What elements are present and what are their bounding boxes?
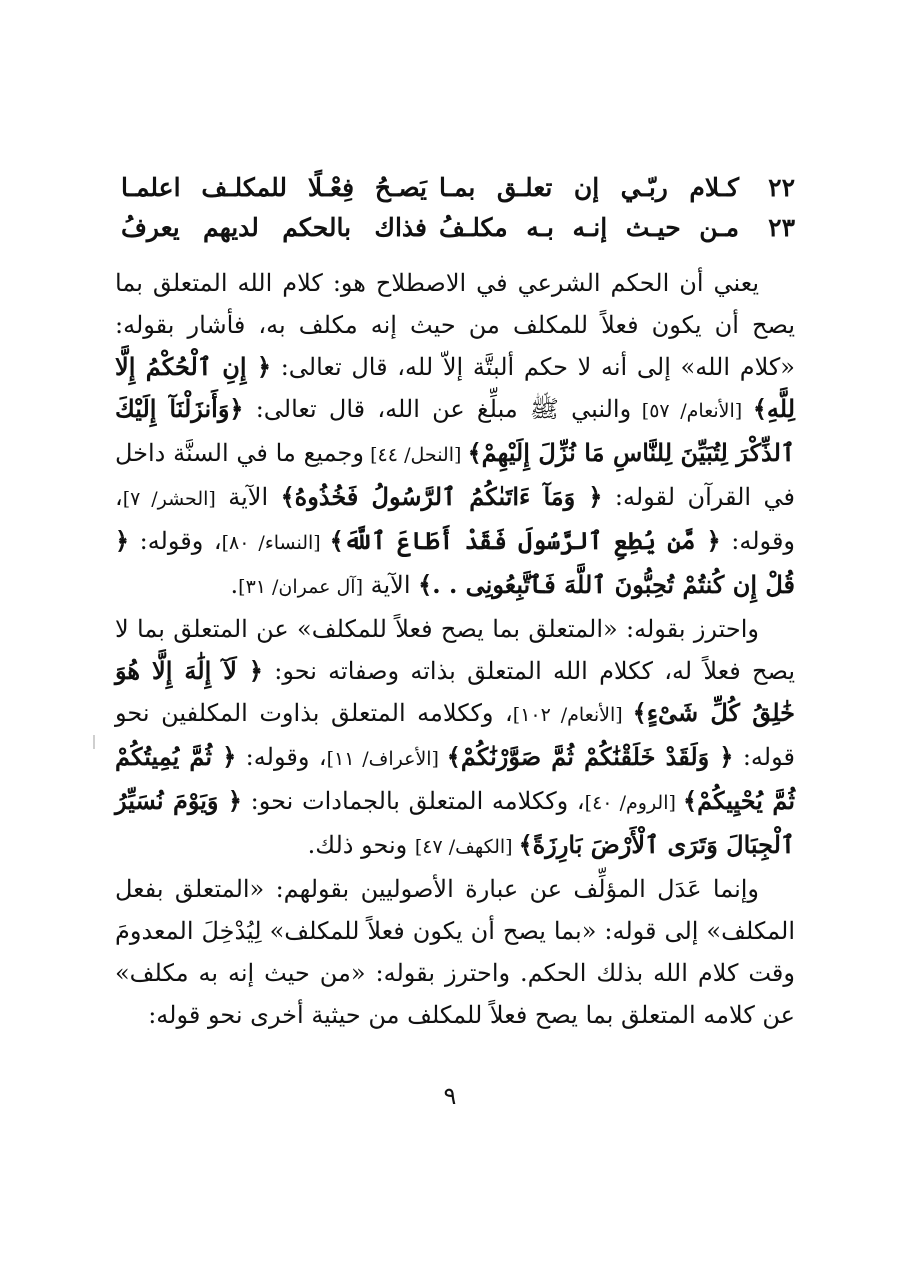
verse-first-half: مـن حيـث إنـه بـه مكلـفُ [439, 213, 739, 242]
quran-quote: ﴿ وَمَآ ءَاتَىٰكُمُ ٱلرَّسُولُ فَخُذُوهُ﴾ [280, 482, 603, 511]
page-body [115, 168, 795, 1036]
paragraph-text: ، وقوله: [129, 527, 222, 555]
commentary-paragraph-3 [115, 868, 795, 1036]
paragraph-text: . [230, 571, 239, 599]
surah-reference: [النحل/ ٤٤] [363, 444, 468, 466]
quran-quote: ﴿ وَلَقَدْ خَلَقْنَٰكُمْ ثُمَّ صَوَّرْنَٰكُمْ﴾ [446, 742, 734, 771]
surah-reference: [الأعراف/ ١١] [326, 748, 447, 770]
surah-reference: [الأنعام/ ٥٧] [631, 400, 753, 422]
commentary-paragraph-2 [115, 608, 795, 868]
verse-second-half: فذاك بالحكم لديهم يعرفُ [121, 213, 427, 242]
verse-second-half: يَصـحُ فِعْـلًا للمكلـف اعلمـا [121, 173, 427, 202]
scan-artifact [93, 735, 95, 749]
surah-reference: [النساء/ ٨٠] [221, 532, 330, 554]
surah-reference: [الكهف/ ٤٧] [414, 836, 519, 858]
paragraph-text: ، وككلامه المتعلق بالجمادات نحو: [241, 787, 585, 815]
paragraph-text: وجميع ما في السنَّة داخل في القرآن لقوله: [115, 439, 795, 511]
quran-quote: ﴿ قُلْ إِن كُنتُمْ تُحِبُّونَ ٱللَّهَ فَٱتَّبِعُونِى . .﴾ [115, 526, 795, 599]
paragraph-text: ، وقوله: [236, 743, 327, 771]
paragraph-text: يعني أن الحكم الشرعي في الاصطلاح هو: كلام الله المتعلق بما يصح أن يكون فعلاً للمكلف من حيث إنه مكلف به، فأشار بقوله: «كلام الله» إلى أنه لا حكم ألبتَّة إلاّ لله، قال تعالى: [115, 269, 795, 381]
surah-reference: [الروم/ ٤٠] [584, 792, 683, 814]
surah-reference: [الأنعام/ ١٠٢] [512, 704, 633, 726]
quran-quote: ﴿ وَيَوْمَ نُسَيِّرُ ٱلْجِبَالَ وَتَرَى ٱلْأَرْضَ بَارِزَةً﴾ [115, 786, 795, 859]
quran-quote: ﴿ مَّن يُطِعِ ٱلرَّسُولَ فَقَدْ أَطَاعَ ٱللَّهَ﴾ [329, 526, 721, 555]
quran-quote: ﴿ ثُمَّ يُمِيتُكُمْ ثُمَّ يُحْيِيكُمْ﴾ [115, 742, 796, 815]
paragraph-text: الآية [363, 571, 419, 599]
paragraph-text: والنبي ﷺ مبلِّغ عن الله، قال تعالى: [243, 395, 632, 423]
quran-quote: ﴿وَأَنزَلْنَآ إِلَيْكَ ٱلذِّكْرَ لِتُبَيِّنَ لِلنَّاسِ مَا نُزِّلَ إِلَيْهِمْ﴾ [115, 394, 795, 467]
quran-quote: ﴿ إِنِ ٱلْحُكْمُ إِلَّا لِلَّهِ﴾ [115, 352, 796, 423]
paragraph-text: ، وككلامه المتعلق بذاوت المكلفين نحو قوله: [115, 699, 795, 771]
verse-number: ٢٢ [768, 173, 795, 202]
paragraph-text: واحترز بقوله: «المتعلق بما يصح فعلاً للمكلف» عن المتعلق بما لا يصح فعلاً له، ككلام الله المتعلق بذاته وصفاته نحو: [115, 615, 795, 685]
paragraph-text: ، وقوله: [115, 483, 796, 555]
surah-reference: [الحشر/ ٧] [122, 488, 216, 510]
verse-number: ٢٣ [768, 213, 795, 242]
paragraph-text: الآية [215, 483, 281, 511]
verse-first-half: كـلام ربّـي إن تعلـق بمـا [439, 173, 739, 202]
commentary-paragraph-1 [115, 262, 795, 608]
verse-line [115, 208, 795, 248]
quran-quote: ﴿ لَآ إِلَٰهَ إِلَّا هُوَ خَٰلِقُ كُلِّ شَىْءٍ﴾ [115, 656, 796, 727]
paragraph-text: وإنما عَدَل المؤلِّف عن عبارة الأصوليين بقولهم: «المتعلق بفعل المكلف» إلى قوله: «بما يصح أن يكون فعلاً للمكلف» لِيُدْخِلَ المعدومَ وقت كلام الله بذلك الحكم. واحترز بقوله: «من حيث إنه به مكلف» عن كلامه المتعلق بما يصح فعلاً للمكلف من حيثية أخرى نحو قوله: [115, 875, 795, 1029]
verse-line [115, 168, 795, 208]
page-number: ٩ [443, 1082, 457, 1110]
surah-reference: [آل عمران/ ٣١] [238, 576, 363, 598]
paragraph-text: ونحو ذلك. [307, 831, 415, 859]
